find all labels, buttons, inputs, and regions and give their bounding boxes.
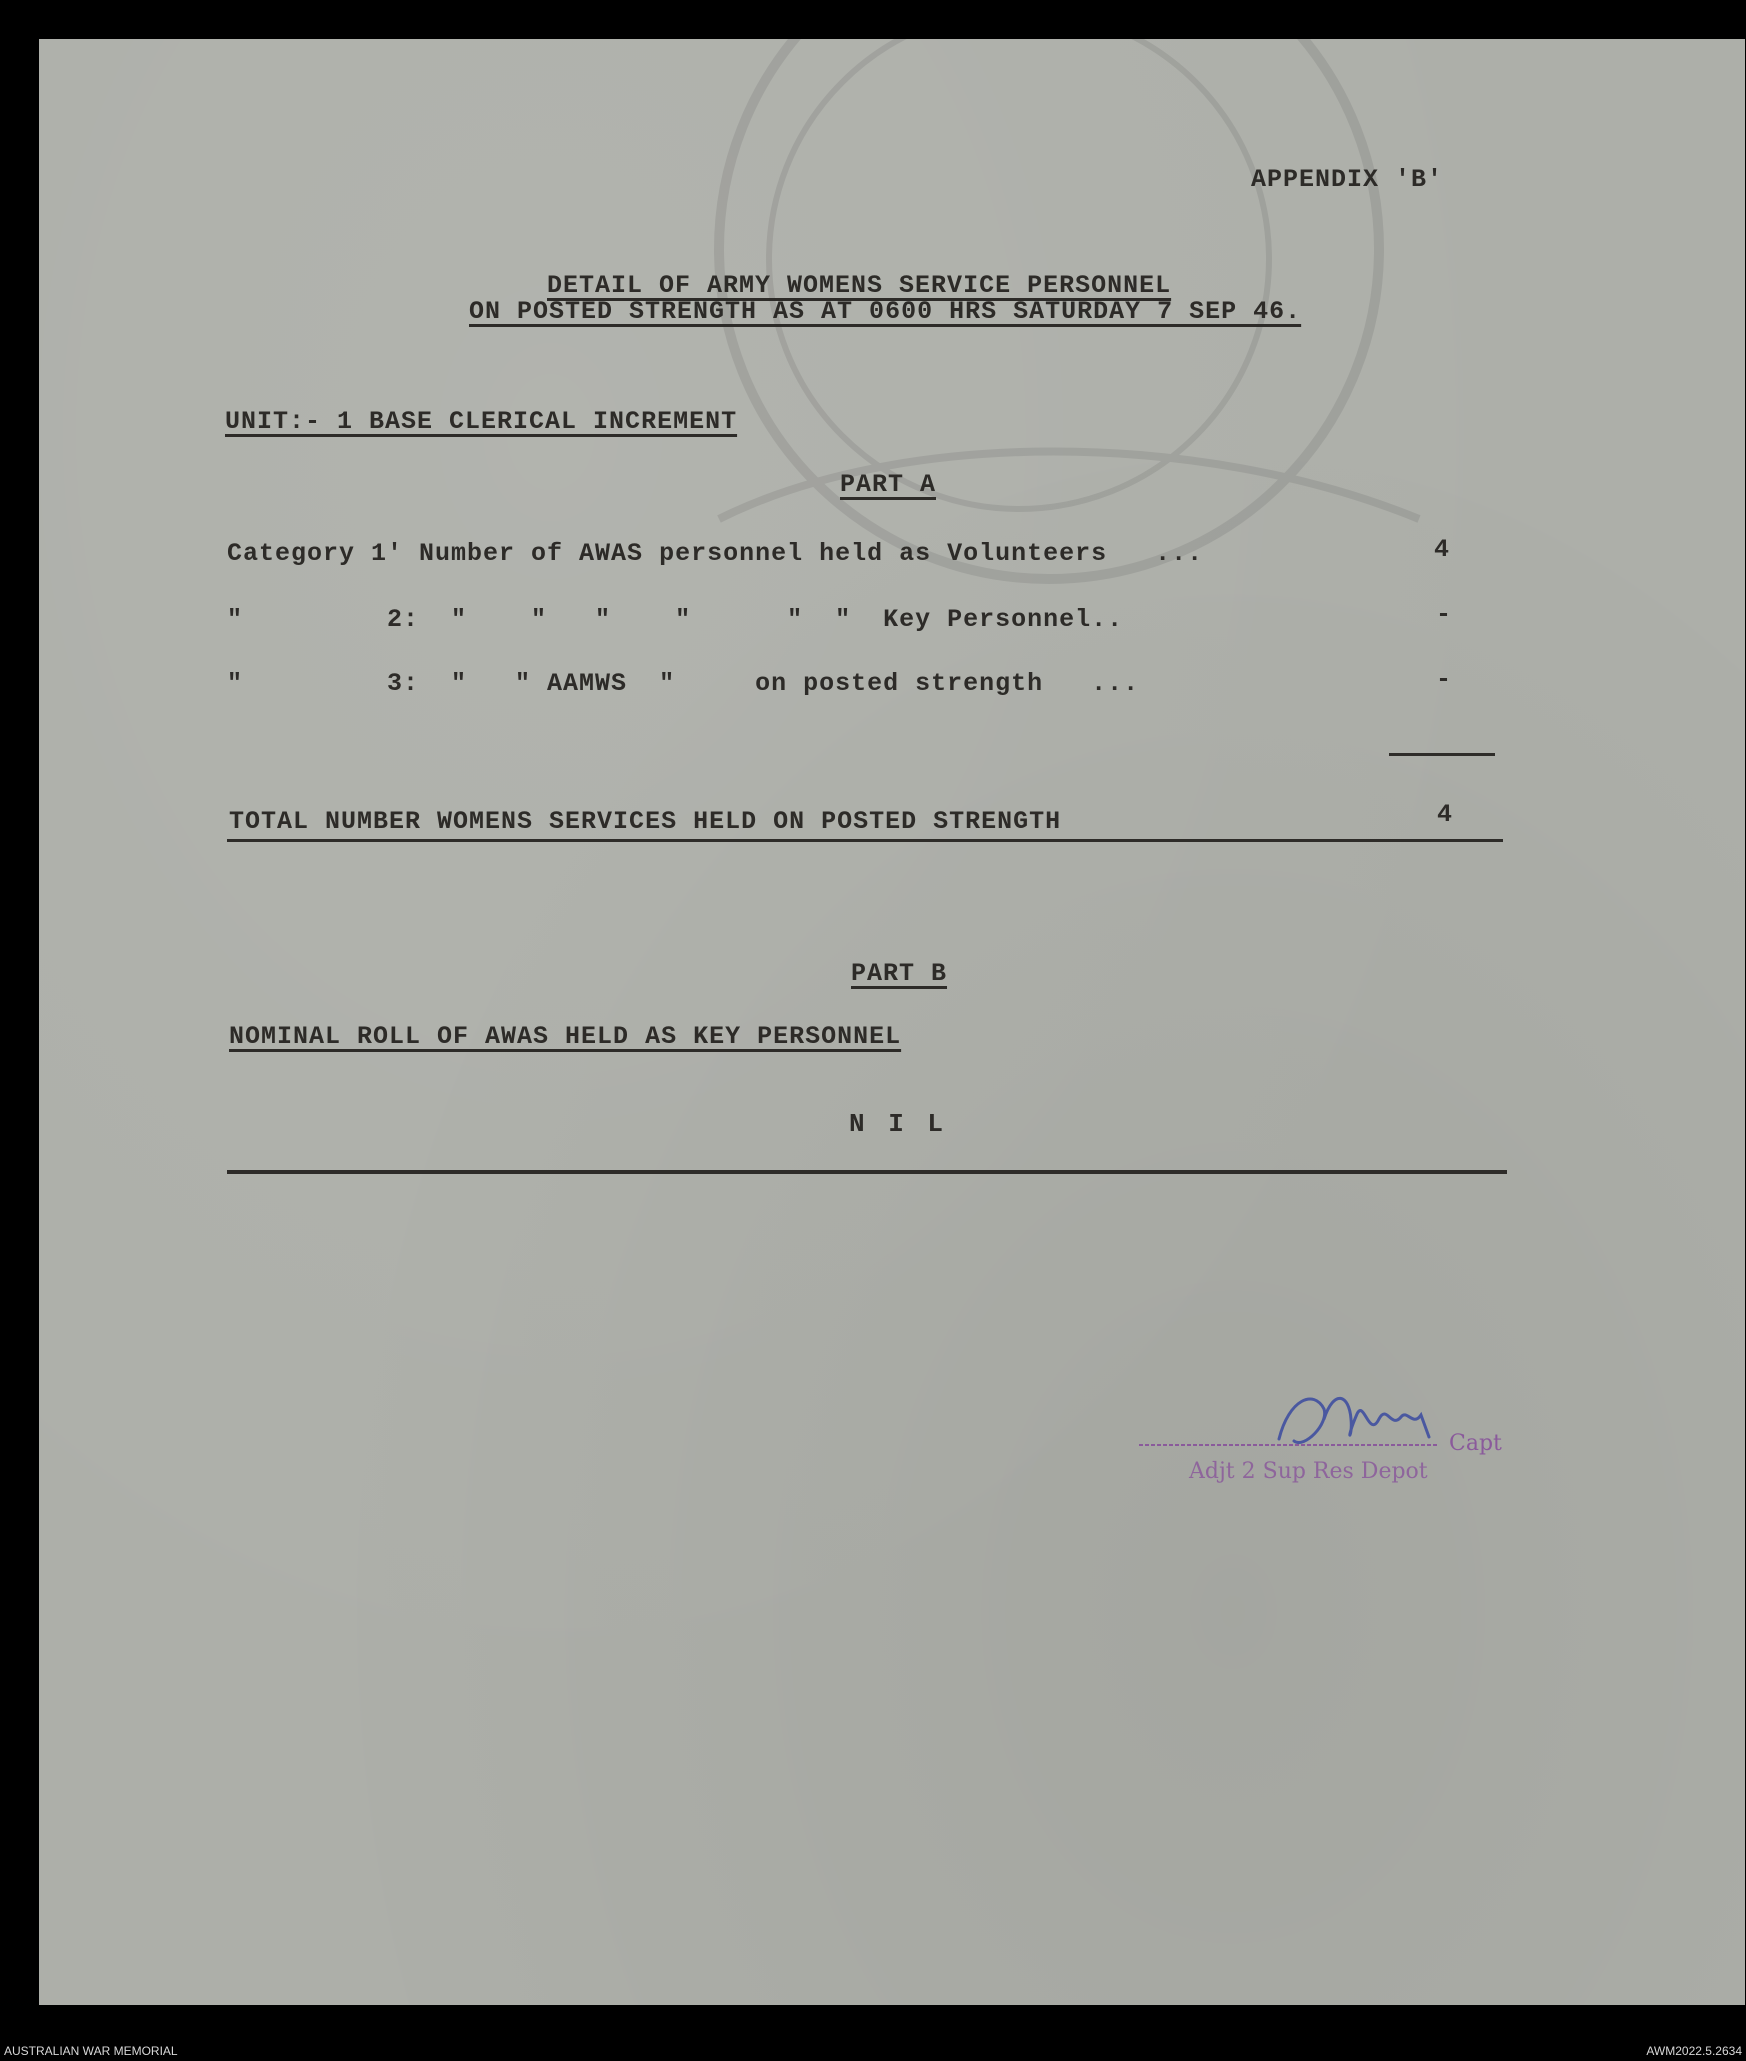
category-row-3-value: - (1436, 665, 1453, 694)
category-row-2-label: " 2: " " " " " " Key Personnel.. (227, 605, 1124, 634)
nominal-roll-title: NOMINAL ROLL OF AWAS HELD AS KEY PERSONNEL (229, 1022, 902, 1051)
category-row-3-label: " 3: " " AAMWS " on posted strength ... (227, 669, 1140, 698)
document-title-line-2: ON POSTED STRENGTH AS AT 0600 HRS SATURDAY 7 SEP 46. (469, 297, 1302, 326)
total-underline (227, 839, 1503, 842)
total-label: TOTAL NUMBER WOMENS SERVICES HELD ON POSTED STRENGTH (229, 807, 1062, 836)
part-a-heading: PART A (840, 470, 937, 499)
circular-stamp-watermark (599, 39, 1499, 619)
document-page (39, 39, 1745, 2005)
category-row-1-value: 4 (1434, 535, 1451, 564)
subtotal-rule (1389, 753, 1495, 756)
total-value: 4 (1437, 800, 1454, 829)
unit-line: UNIT:- 1 BASE CLERICAL INCREMENT (225, 407, 738, 436)
document-title-line-1: DETAIL OF ARMY WOMENS SERVICE PERSONNEL (547, 271, 1172, 300)
nil-entry: N I L (849, 1109, 948, 1139)
footer-institution: AUSTRALIAN WAR MEMORIAL (4, 2044, 178, 2058)
signature-rank: Capt (1449, 1431, 1502, 1456)
appendix-label: APPENDIX 'B' (1251, 165, 1444, 194)
category-row-1-label: Category 1' Number of AWAS personnel held as Volunteers ... (227, 539, 1204, 568)
part-b-heading: PART B (851, 959, 948, 988)
footer-reference: AWM2022.5.2634 (1646, 2044, 1742, 2058)
closing-rule (227, 1170, 1507, 1174)
category-row-2-value: - (1436, 600, 1453, 629)
signature-stamp-text: Adjt 2 Sup Res Depot (1189, 1459, 1428, 1484)
